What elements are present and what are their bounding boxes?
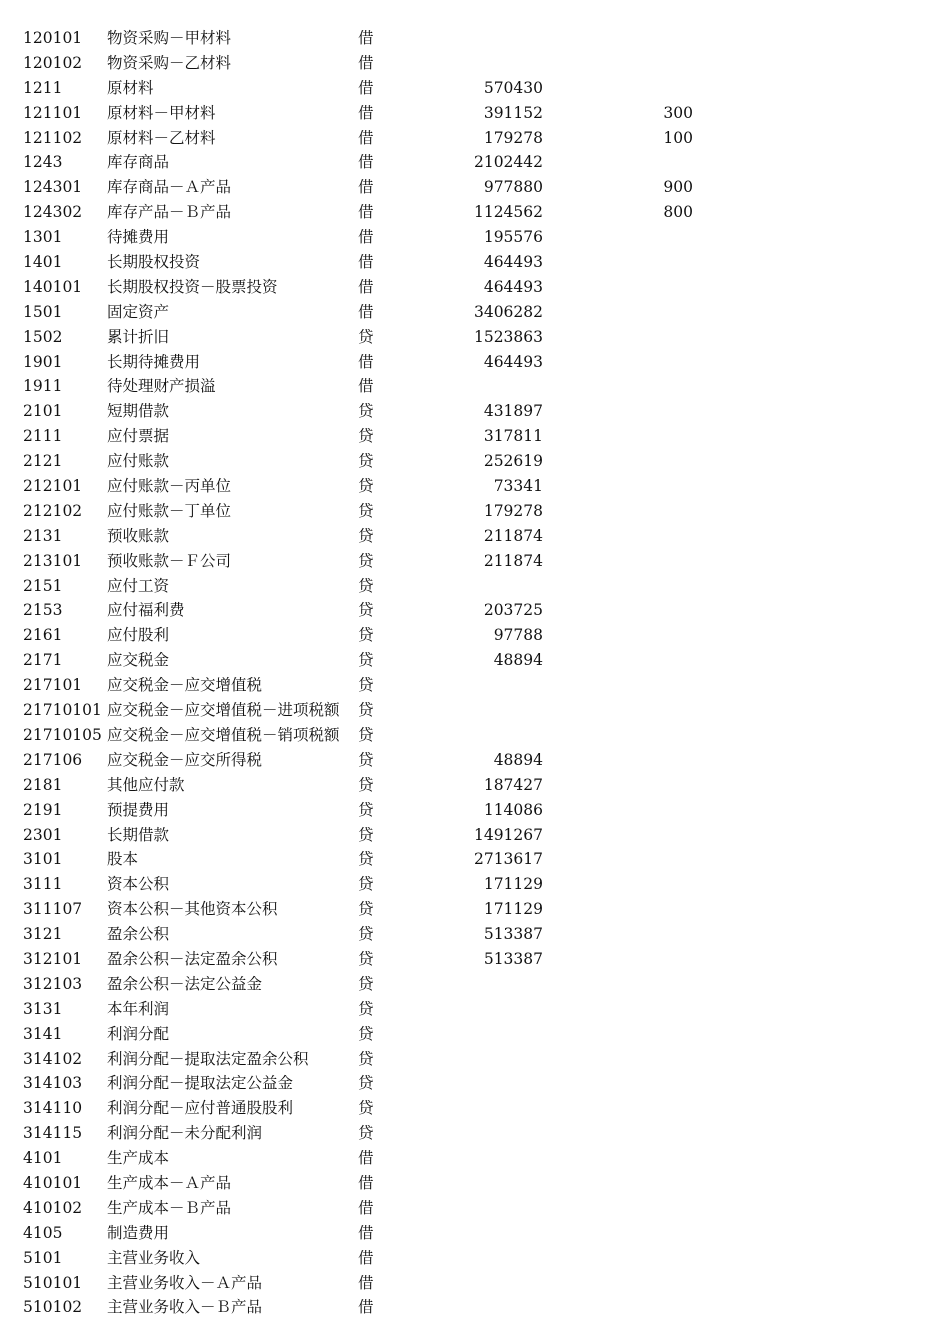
account-name: 利润分配－提取法定公益金 xyxy=(107,1074,294,1093)
account-name: 预收账款 xyxy=(107,526,170,545)
ledger-row xyxy=(0,175,950,200)
account-code: 2181 xyxy=(23,775,63,794)
balance-amount: 114086 xyxy=(483,800,543,819)
ledger-row xyxy=(0,1146,950,1171)
balance-direction: 贷 xyxy=(358,1124,374,1143)
account-name: 制造费用 xyxy=(107,1223,170,1242)
ledger-row xyxy=(0,150,950,175)
account-name: 长期股权投资 xyxy=(107,253,201,272)
account-name: 待处理财产损溢 xyxy=(107,377,216,396)
account-code: 314103 xyxy=(23,1074,83,1093)
balance-amount: 464493 xyxy=(483,352,543,371)
account-code: 2161 xyxy=(23,626,63,645)
ledger-row xyxy=(0,623,950,648)
account-code: 1211 xyxy=(23,78,63,97)
ledger-row xyxy=(0,449,950,474)
balance-direction: 贷 xyxy=(358,327,374,346)
ledger-row xyxy=(0,424,950,449)
balance-direction: 贷 xyxy=(358,974,374,993)
balance-direction: 贷 xyxy=(358,452,374,471)
ledger-row xyxy=(0,598,950,623)
balance-direction: 借 xyxy=(358,128,374,147)
account-name: 预收账款－Ｆ公司 xyxy=(107,551,232,570)
account-code: 2171 xyxy=(23,651,63,670)
account-name: 长期借款 xyxy=(107,825,170,844)
ledger-row xyxy=(0,798,950,823)
account-code: 120102 xyxy=(23,53,83,72)
account-code: 2101 xyxy=(23,402,63,421)
account-name: 物资采购－甲材料 xyxy=(107,29,232,47)
account-name: 库存商品－Ａ产品 xyxy=(107,178,232,197)
ledger-row xyxy=(0,1246,950,1271)
balance-direction: 借 xyxy=(358,1198,374,1217)
account-name: 应交税金－应交增值税－销项税额 xyxy=(107,725,340,744)
account-code: 120101 xyxy=(23,29,83,47)
account-name: 库存产品－Ｂ产品 xyxy=(107,203,232,222)
account-code: 121101 xyxy=(23,103,83,122)
account-name: 长期股权投资－股票投资 xyxy=(107,277,278,296)
account-code: 1502 xyxy=(23,327,63,346)
balance-direction: 贷 xyxy=(358,875,374,894)
ledger-row xyxy=(0,101,950,126)
account-name: 物资采购－乙材料 xyxy=(107,53,232,72)
account-code: 1901 xyxy=(23,352,63,371)
account-code: 4105 xyxy=(23,1223,63,1242)
balance-direction: 贷 xyxy=(358,925,374,944)
ledger-row xyxy=(0,1022,950,1047)
account-code: 213101 xyxy=(23,551,83,570)
balance-amount: 3406282 xyxy=(473,302,543,321)
balance-direction: 贷 xyxy=(358,750,374,769)
balance-direction: 贷 xyxy=(358,701,374,720)
account-name: 本年利润 xyxy=(107,999,170,1018)
account-code: 2153 xyxy=(23,601,63,620)
account-code: 314110 xyxy=(23,1099,83,1118)
account-name: 生产成本 xyxy=(107,1149,170,1168)
account-code: 410102 xyxy=(23,1198,83,1217)
account-name: 资本公积－其他资本公积 xyxy=(107,900,278,919)
ledger-row xyxy=(0,1271,950,1296)
balance-amount: 211874 xyxy=(483,526,543,545)
balance-direction: 贷 xyxy=(358,1099,374,1118)
ledger-row xyxy=(0,1295,950,1320)
ledger-row xyxy=(0,997,950,1022)
balance-amount: 171129 xyxy=(483,900,543,919)
balance-direction: 贷 xyxy=(358,825,374,844)
account-name: 应付账款 xyxy=(107,452,170,471)
balance-amount: 513387 xyxy=(483,949,543,968)
balance-direction: 贷 xyxy=(358,651,374,670)
balance-amount: 179278 xyxy=(483,501,543,520)
account-code: 314115 xyxy=(23,1124,83,1143)
ledger-row xyxy=(0,399,950,424)
account-code: 2111 xyxy=(23,427,63,446)
balance-amount: 48894 xyxy=(493,651,543,670)
ledger-row xyxy=(0,499,950,524)
balance-amount: 513387 xyxy=(483,925,543,944)
account-name: 利润分配－应付普通股股利 xyxy=(107,1099,294,1118)
ledger-row xyxy=(0,1071,950,1096)
balance-direction: 贷 xyxy=(358,775,374,794)
ledger-row xyxy=(0,300,950,325)
ledger-row xyxy=(0,748,950,773)
ledger-row xyxy=(0,51,950,76)
balance-direction: 贷 xyxy=(358,800,374,819)
balance-direction: 借 xyxy=(358,1223,374,1242)
balance-direction: 贷 xyxy=(358,1049,374,1068)
account-name: 原材料 xyxy=(107,78,154,97)
quantity: 800 xyxy=(663,203,693,222)
balance-amount: 1523863 xyxy=(473,327,543,346)
ledger-row xyxy=(0,325,950,350)
ledger-row xyxy=(0,76,950,101)
balance-amount: 211874 xyxy=(483,551,543,570)
account-code: 2301 xyxy=(23,825,63,844)
balance-direction: 借 xyxy=(358,1149,374,1168)
account-name: 应交税金 xyxy=(107,651,170,670)
balance-direction: 贷 xyxy=(358,1074,374,1093)
balance-direction: 贷 xyxy=(358,427,374,446)
balance-amount: 2102442 xyxy=(473,153,543,172)
account-code: 21710105 xyxy=(23,725,102,744)
quantity: 900 xyxy=(663,178,693,197)
account-name: 主营业务收入－Ａ产品 xyxy=(107,1273,263,1292)
ledger-row xyxy=(0,26,950,51)
account-name: 生产成本－Ｂ产品 xyxy=(107,1198,232,1217)
balance-direction: 贷 xyxy=(358,626,374,645)
account-code: 124301 xyxy=(23,178,83,197)
account-name: 应付福利费 xyxy=(107,601,185,620)
account-code: 1401 xyxy=(23,253,63,272)
balance-direction: 借 xyxy=(358,203,374,222)
quantity: 100 xyxy=(663,128,693,147)
ledger-row xyxy=(0,648,950,673)
balance-direction: 借 xyxy=(358,1298,374,1317)
account-code: 121102 xyxy=(23,128,83,147)
balance-amount: 1124562 xyxy=(473,203,543,222)
account-name: 盈余公积 xyxy=(107,925,170,944)
ledger-row xyxy=(0,574,950,599)
account-name: 盈余公积－法定公益金 xyxy=(107,974,263,993)
account-name: 应付票据 xyxy=(107,427,170,446)
account-name: 应付股利 xyxy=(107,626,170,645)
balance-amount: 73341 xyxy=(493,477,543,496)
balance-amount: 977880 xyxy=(483,178,543,197)
ledger-row xyxy=(0,524,950,549)
balance-direction: 借 xyxy=(358,153,374,172)
account-name: 股本 xyxy=(107,850,139,869)
balance-direction: 借 xyxy=(358,277,374,296)
account-name: 短期借款 xyxy=(107,402,170,421)
ledger-row xyxy=(0,549,950,574)
balance-direction: 贷 xyxy=(358,949,374,968)
account-code: 314102 xyxy=(23,1049,83,1068)
balance-direction: 贷 xyxy=(358,1024,374,1043)
balance-direction: 借 xyxy=(358,178,374,197)
ledger-row xyxy=(0,350,950,375)
account-code: 3101 xyxy=(23,850,63,869)
balance-direction: 借 xyxy=(358,228,374,247)
account-code: 3131 xyxy=(23,999,63,1018)
balance-direction: 借 xyxy=(358,53,374,72)
balance-direction: 借 xyxy=(358,377,374,396)
account-code: 1501 xyxy=(23,302,63,321)
account-code: 5101 xyxy=(23,1248,63,1267)
quantity: 300 xyxy=(663,103,693,122)
balance-amount: 464493 xyxy=(483,277,543,296)
account-code: 140101 xyxy=(23,277,83,296)
balance-amount: 570430 xyxy=(483,78,543,97)
account-name: 利润分配 xyxy=(107,1024,170,1043)
balance-direction: 贷 xyxy=(358,501,374,520)
ledger-row xyxy=(0,1121,950,1146)
account-name: 主营业务收入－Ｂ产品 xyxy=(107,1298,263,1317)
account-name: 利润分配－提取法定盈余公积 xyxy=(107,1049,309,1068)
ledger-row xyxy=(0,773,950,798)
account-code: 510101 xyxy=(23,1273,83,1292)
account-name: 应交税金－应交增值税 xyxy=(107,676,263,695)
balance-amount: 171129 xyxy=(483,875,543,894)
balance-direction: 借 xyxy=(358,1173,374,1192)
account-name: 累计折旧 xyxy=(107,327,170,346)
account-code: 510102 xyxy=(23,1298,83,1317)
balance-direction: 贷 xyxy=(358,477,374,496)
balance-amount: 431897 xyxy=(483,402,543,421)
balance-direction: 贷 xyxy=(358,576,374,595)
account-code: 1243 xyxy=(23,153,63,172)
balance-amount: 48894 xyxy=(493,750,543,769)
account-code: 124302 xyxy=(23,203,83,222)
balance-amount: 464493 xyxy=(483,253,543,272)
balance-amount: 187427 xyxy=(483,775,543,794)
ledger-row xyxy=(0,1171,950,1196)
balance-direction: 贷 xyxy=(358,725,374,744)
ledger-row xyxy=(0,673,950,698)
account-name: 长期待摊费用 xyxy=(107,352,201,371)
account-code: 4101 xyxy=(23,1149,63,1168)
ledger-row xyxy=(0,1196,950,1221)
account-code: 217101 xyxy=(23,676,83,695)
account-code: 3141 xyxy=(23,1024,63,1043)
balance-direction: 贷 xyxy=(358,900,374,919)
balance-amount: 195576 xyxy=(483,228,543,247)
account-name: 应付工资 xyxy=(107,576,170,595)
account-code: 2131 xyxy=(23,526,63,545)
balance-direction: 借 xyxy=(358,103,374,122)
account-code: 217106 xyxy=(23,750,83,769)
ledger-row xyxy=(0,847,950,872)
account-code: 2191 xyxy=(23,800,63,819)
account-code: 312101 xyxy=(23,949,83,968)
balance-amount: 179278 xyxy=(483,128,543,147)
ledger-row xyxy=(0,474,950,499)
balance-amount: 97788 xyxy=(493,626,543,645)
ledger-row xyxy=(0,1047,950,1072)
account-code: 3121 xyxy=(23,925,63,944)
account-name: 原材料－甲材料 xyxy=(107,103,216,122)
account-code: 21710101 xyxy=(23,701,102,720)
account-code: 311107 xyxy=(23,900,83,919)
account-name: 库存商品 xyxy=(107,153,170,172)
balance-amount: 1491267 xyxy=(473,825,543,844)
ledger-row xyxy=(0,872,950,897)
balance-amount: 252619 xyxy=(483,452,543,471)
account-name: 应付账款－丙单位 xyxy=(107,477,232,496)
balance-direction: 借 xyxy=(358,352,374,371)
account-name: 原材料－乙材料 xyxy=(107,128,216,147)
account-name: 应交税金－应交增值税－进项税额 xyxy=(107,701,340,720)
account-name: 盈余公积－法定盈余公积 xyxy=(107,949,278,968)
balance-direction: 贷 xyxy=(358,999,374,1018)
account-name: 预提费用 xyxy=(107,800,170,819)
balance-direction: 贷 xyxy=(358,601,374,620)
balance-direction: 借 xyxy=(358,78,374,97)
ledger-row xyxy=(0,225,950,250)
account-name: 应交税金－应交所得税 xyxy=(107,750,263,769)
balance-direction: 贷 xyxy=(358,551,374,570)
ledger-row xyxy=(0,947,950,972)
account-code: 3111 xyxy=(23,875,63,894)
balance-direction: 贷 xyxy=(358,676,374,695)
account-name: 其他应付款 xyxy=(107,775,185,794)
account-ledger-table xyxy=(0,26,950,1320)
balance-direction: 借 xyxy=(358,1248,374,1267)
account-code: 212101 xyxy=(23,477,83,496)
ledger-row xyxy=(0,275,950,300)
account-name: 资本公积 xyxy=(107,875,170,894)
ledger-row xyxy=(0,823,950,848)
account-name: 应付账款－丁单位 xyxy=(107,501,232,520)
balance-direction: 贷 xyxy=(358,850,374,869)
account-name: 固定资产 xyxy=(107,302,170,321)
ledger-row xyxy=(0,972,950,997)
account-name: 利润分配－未分配利润 xyxy=(107,1124,263,1143)
balance-amount: 317811 xyxy=(483,427,543,446)
ledger-row xyxy=(0,250,950,275)
ledger-row xyxy=(0,374,950,399)
balance-direction: 贷 xyxy=(358,402,374,421)
account-code: 1911 xyxy=(23,377,63,396)
ledger-row xyxy=(0,922,950,947)
balance-direction: 借 xyxy=(358,253,374,272)
balance-amount: 2713617 xyxy=(473,850,543,869)
balance-amount: 391152 xyxy=(483,103,543,122)
account-code: 2121 xyxy=(23,452,63,471)
ledger-row xyxy=(0,897,950,922)
balance-direction: 借 xyxy=(358,302,374,321)
account-code: 312103 xyxy=(23,974,83,993)
balance-direction: 借 xyxy=(358,1273,374,1292)
account-code: 212102 xyxy=(23,501,83,520)
account-name: 待摊费用 xyxy=(107,228,170,247)
account-code: 410101 xyxy=(23,1173,83,1192)
ledger-row xyxy=(0,723,950,748)
ledger-row xyxy=(0,126,950,151)
ledger-row xyxy=(0,1096,950,1121)
account-code: 1301 xyxy=(23,228,63,247)
account-code: 2151 xyxy=(23,576,63,595)
balance-direction: 借 xyxy=(358,29,374,47)
balance-direction: 贷 xyxy=(358,526,374,545)
account-name: 主营业务收入 xyxy=(107,1248,201,1267)
ledger-row xyxy=(0,698,950,723)
ledger-row xyxy=(0,200,950,225)
balance-amount: 203725 xyxy=(483,601,543,620)
ledger-row xyxy=(0,1221,950,1246)
account-name: 生产成本－Ａ产品 xyxy=(107,1173,232,1192)
